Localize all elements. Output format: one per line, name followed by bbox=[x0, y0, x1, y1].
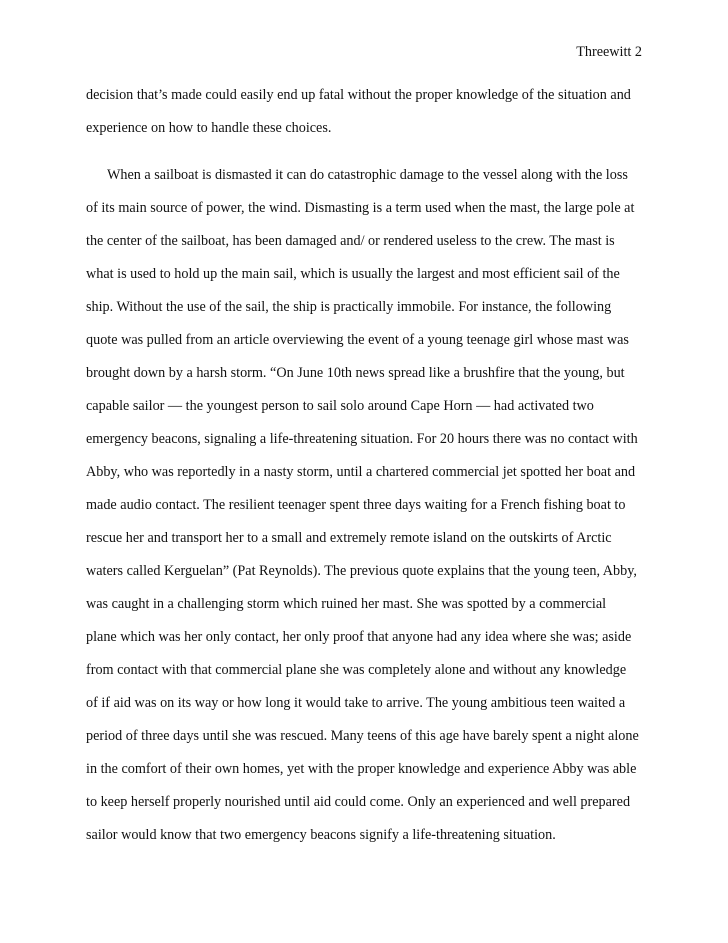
text-line: of if aid was on its way or how long it would take to arrive. The young ambitious teen waited a bbox=[86, 695, 626, 711]
text-line: was caught in a challenging storm which ruined her mast. She was spotted by a commercial bbox=[86, 596, 607, 612]
text-line: experience on how to handle these choices. bbox=[86, 120, 332, 136]
text-line: period of three days until she was rescued. Many teens of this age have barely spent a night alone bbox=[86, 728, 639, 744]
running-head: Threewitt 2 bbox=[576, 44, 642, 60]
text-line: the center of the sailboat, has been damaged and/ or rendered useless to the crew. The mast is bbox=[86, 233, 615, 249]
text-line: plane which was her only contact, her only proof that anyone had any idea where she was; aside bbox=[86, 629, 632, 645]
text-line: emergency beacons, signaling a life-threatening situation. For 20 hours there was no contact with bbox=[86, 431, 638, 447]
text-line: to keep herself properly nourished until aid could come. Only an experienced and well prepared bbox=[86, 794, 631, 810]
text-line: rescue her and transport her to a small and extremely remote island on the outskirts of Arctic bbox=[86, 530, 612, 546]
text-line: capable sailor — the youngest person to sail solo around Cape Horn — had activated two bbox=[86, 398, 594, 414]
text-line: made audio contact. The resilient teenager spent three days waiting for a French fishing boat to bbox=[86, 497, 626, 513]
text-line: of its main source of power, the wind. Dismasting is a term used when the mast, the large pole at bbox=[86, 200, 635, 216]
text-line: Abby, who was reportedly in a nasty storm, until a chartered commercial jet spotted her boat and bbox=[86, 464, 636, 480]
text-line: what is used to hold up the main sail, which is usually the largest and most efficient sail of the bbox=[86, 266, 620, 282]
text-line: sailor would know that two emergency beacons signify a life-threatening situation. bbox=[86, 827, 556, 843]
text-line: When a sailboat is dismasted it can do catastrophic damage to the vessel along with the loss bbox=[107, 167, 628, 183]
text-line: quote was pulled from an article overviewing the event of a young teenage girl whose mast was bbox=[86, 332, 629, 348]
text-line: decision that’s made could easily end up fatal without the proper knowledge of the situation and bbox=[86, 87, 631, 103]
text-line: from contact with that commercial plane she was completely alone and without any knowledge bbox=[86, 662, 627, 678]
text-line: in the comfort of their own homes, yet with the proper knowledge and experience Abby was able bbox=[86, 761, 637, 777]
text-line: ship. Without the use of the sail, the ship is practically immobile. For instance, the following bbox=[86, 299, 612, 315]
text-line: waters called Kerguelan” (Pat Reynolds). The previous quote explains that the young teen, Abby, bbox=[86, 563, 637, 579]
text-line: brought down by a harsh storm. “On June 10th news spread like a brushfire that the young, but bbox=[86, 365, 625, 381]
